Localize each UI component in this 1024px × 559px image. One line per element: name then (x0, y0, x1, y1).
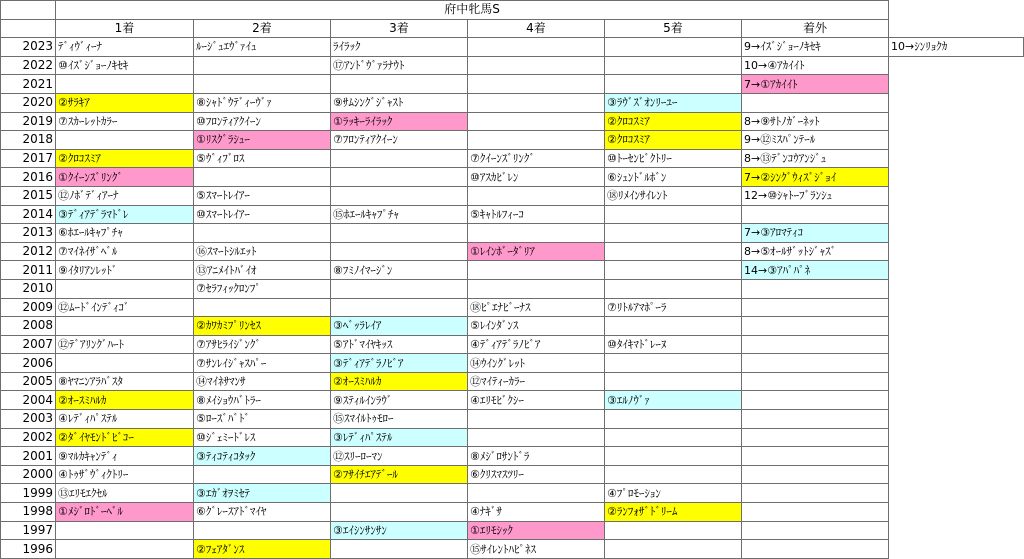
empty-spacer-cell (889, 242, 1024, 261)
empty-spacer-cell (889, 149, 1024, 168)
result-cell: ⑫ｽﾘｰﾛｰﾏﾝ (331, 447, 468, 466)
table-row (1, 372, 1024, 391)
result-cell (331, 540, 468, 559)
empty-spacer-cell (889, 75, 1024, 94)
result-cell: ⑩ｱｽｶﾋﾞﾚﾝ (468, 168, 605, 187)
header-row (1, 19, 1024, 38)
result-cell: ﾃﾞｨｳﾞｨｰﾅ (56, 38, 194, 57)
result-cell: ⑭ｳｲﾝｸﾞﾚｯﾄ (468, 354, 605, 373)
empty-spacer-cell (889, 428, 1024, 447)
table-row (1, 186, 1024, 205)
result-cell: ①ｸｲｰﾝｽﾞﾘﾝｸﾞ (56, 168, 194, 187)
result-cell: ⑮ｽﾏｲﾙﾄｩﾓﾛｰ (331, 410, 468, 429)
header-year-cell (1, 19, 56, 38)
result-cell (331, 186, 468, 205)
result-cell (742, 503, 889, 522)
result-cell: ②ｵｰｽﾐﾊﾙｶ (56, 391, 194, 410)
result-cell: ⑥ｼｭﾝﾄﾞﾙﾎﾞﾝ (605, 168, 742, 187)
result-cell (742, 484, 889, 503)
result-cell: ①ｴﾘﾓｼｯｸ (468, 521, 605, 540)
result-cell: ②ｻﾗｷｱ (56, 93, 194, 112)
result-cell: ②ｶﾜｶﾐﾌﾟﾘﾝｾｽ (194, 317, 331, 336)
empty-spacer-cell (889, 484, 1024, 503)
result-cell: 12→⑩ｼｬﾄｰﾌﾞﾗﾝｼｭ (742, 186, 889, 205)
result-cell: ⑤ﾚｲﾝﾀﾞﾝｽ (468, 317, 605, 336)
result-cell (194, 168, 331, 187)
result-cell (331, 298, 468, 317)
empty-spacer-cell (889, 335, 1024, 354)
year-cell: 2020 (1, 93, 56, 112)
result-cell (605, 205, 742, 224)
result-cell: ⑩ﾌﾛﾝﾃｨｱｸｲｰﾝ (194, 112, 331, 131)
result-cell: ⑫ﾃﾞｱﾘﾝｸﾞﾊｰﾄ (56, 335, 194, 354)
result-cell (194, 75, 331, 94)
empty-spacer-cell (889, 503, 1024, 522)
result-cell (468, 56, 605, 75)
empty-spacer-cell (889, 465, 1024, 484)
result-cell: ⑱ﾋﾟｴﾅﾋﾞｰﾅｽ (468, 298, 605, 317)
result-cell (56, 521, 194, 540)
result-cell: ⑦ｽｶｰﾚｯﾄｶﾗｰ (56, 112, 194, 131)
result-cell (194, 224, 331, 243)
result-cell: ②ﾌｪｱﾀﾞﾝｽ (194, 540, 331, 559)
year-cell: 2013 (1, 224, 56, 243)
result-cell (468, 428, 605, 447)
result-cell: ②ｸﾛｺｽﾐｱ (605, 131, 742, 150)
empty-spacer-cell (889, 93, 1024, 112)
result-cell (742, 335, 889, 354)
empty-spacer-cell (889, 391, 1024, 410)
result-cell (742, 298, 889, 317)
result-cell (605, 447, 742, 466)
header-out-of-place: 着外 (742, 19, 889, 38)
result-cell: ⑦ﾌﾛﾝﾃｨｱｸｲｰﾝ (331, 131, 468, 150)
result-cell: ⑨ﾏﾙｶｷｬﾝﾃﾞｨ (56, 447, 194, 466)
result-cell: ⑦ｸｲｰﾝｽﾞﾘﾝｸﾞ (468, 149, 605, 168)
year-cell: 2003 (1, 410, 56, 429)
result-cell: ⑰ｱﾝﾄﾞｳﾞｧﾗﾅｳﾄ (331, 56, 468, 75)
year-cell: 2018 (1, 131, 56, 150)
year-cell: 2012 (1, 242, 56, 261)
result-cell (331, 224, 468, 243)
empty-spacer-cell (889, 186, 1024, 205)
result-cell (742, 410, 889, 429)
table-row (1, 261, 1024, 280)
result-cell: ②ｸﾛｺｽﾐｱ (56, 149, 194, 168)
result-cell: ④ﾌﾟﾛﾓｰｼｮﾝ (605, 484, 742, 503)
result-cell (468, 131, 605, 150)
result-cell (742, 465, 889, 484)
result-cell: ②ﾗﾝﾌｫｻﾞﾄﾞﾘｰﾑ (605, 503, 742, 522)
empty-spacer-cell (889, 317, 1024, 336)
result-cell (468, 186, 605, 205)
result-cell: ④ﾃﾞｨｱﾃﾞﾗﾉﾋﾞｱ (468, 335, 605, 354)
table-row (1, 447, 1024, 466)
result-cell: ③ｴｲｼﾝｻﾝｻﾝ (331, 521, 468, 540)
result-cell (742, 447, 889, 466)
result-cell: ⑧ﾔﾏﾆﾝｱﾗﾊﾞｽﾀ (56, 372, 194, 391)
result-cell (605, 279, 742, 298)
result-cell: ﾙｰｼﾞｭｴｳﾞｧｲｭ (194, 38, 331, 57)
result-cell: 8→⑬ﾃﾞﾝｺｳｱﾝｼﾞｭ (742, 149, 889, 168)
result-cell: ⑩ｽﾏｰﾄﾚｲｱｰ (194, 205, 331, 224)
result-cell: ⑬ｴﾘﾓｴｸｾﾙ (56, 484, 194, 503)
result-cell (742, 317, 889, 336)
result-cell: ⑮ﾎｴｰﾙｷｬﾌﾟﾁｬ (331, 205, 468, 224)
result-cell (605, 465, 742, 484)
result-cell: ③ﾃｨｺﾃｨｺﾀｯｸ (194, 447, 331, 466)
table-row (1, 205, 1024, 224)
year-cell: 2005 (1, 372, 56, 391)
year-cell: 2014 (1, 205, 56, 224)
result-cell: ⑮ｻｲﾚﾝﾄﾊﾋﾟﾈｽ (468, 540, 605, 559)
result-cell (56, 75, 194, 94)
result-cell (742, 521, 889, 540)
result-cell: ④ﾚﾃﾞｨﾊﾟｽﾃﾙ (56, 410, 194, 429)
result-cell: ①ﾚｲﾝﾎﾞｰﾀﾞﾘｱ (468, 242, 605, 261)
table-row (1, 93, 1024, 112)
title-spacer (889, 1, 1024, 20)
result-cell (468, 410, 605, 429)
table-row (1, 317, 1024, 336)
result-cell: ⑥ｸﾘｽﾏｽﾂﾘｰ (468, 465, 605, 484)
result-cell (742, 540, 889, 559)
year-cell: 2017 (1, 149, 56, 168)
result-cell: ﾗｲﾗｯｸ (331, 38, 468, 57)
result-cell: ⑤ｱﾄﾞﾏｲﾔｷｯｽ (331, 335, 468, 354)
year-cell: 2019 (1, 112, 56, 131)
result-cell (56, 131, 194, 150)
result-cell: ②ｵｰｽﾐﾊﾙｶ (331, 372, 468, 391)
year-cell: 2010 (1, 279, 56, 298)
result-cell: ③ﾃﾞｨｱﾃﾞﾗﾏﾄﾞﾚ (56, 205, 194, 224)
result-cell (742, 93, 889, 112)
result-cell: ⑧ﾌﾐﾉｲﾏｰｼﾞﾝ (331, 261, 468, 280)
header-2nd: 2着 (194, 19, 331, 38)
result-cell: ②ﾌｻｲﾁｴｱﾃﾞｰﾙ (331, 465, 468, 484)
empty-spacer-cell (889, 224, 1024, 243)
result-cell (331, 279, 468, 298)
table-row (1, 242, 1024, 261)
result-cell (468, 261, 605, 280)
result-cell: ③ﾃﾞｨｱﾃﾞﾗﾉﾋﾞｱ (331, 354, 468, 373)
result-cell (605, 372, 742, 391)
result-cell: ⑤ｷｬﾄﾙﾌｨｰｺ (468, 205, 605, 224)
result-cell: ②ﾀﾞｲﾔﾓﾝﾄﾞﾋﾞｺｰ (56, 428, 194, 447)
result-cell: ⑥ｸﾞﾚｰｽｱﾄﾞﾏｲﾔ (194, 503, 331, 522)
result-cell: 8→⑤ｵｰﾙｻﾞｯﾄｼﾞｬｽﾞ (742, 242, 889, 261)
result-cell: ③ｴﾙﾉｳﾞｧ (605, 391, 742, 410)
empty-spacer-cell (889, 540, 1024, 559)
table-row (1, 75, 1024, 94)
result-cell: ⑫ﾉﾎﾞﾃﾞｨｱｰﾅ (56, 186, 194, 205)
result-cell: ⑦ｾﾗﾌｨｯｸﾛﾝﾌﾟ (194, 279, 331, 298)
result-cell (605, 261, 742, 280)
table-row (1, 335, 1024, 354)
result-cell (605, 540, 742, 559)
result-cell (742, 279, 889, 298)
empty-spacer-cell (889, 279, 1024, 298)
year-cell: 2023 (1, 38, 56, 57)
result-cell: 7→③ｱﾛﾏﾃｨｺ (742, 224, 889, 243)
result-cell (194, 521, 331, 540)
table-row (1, 131, 1024, 150)
empty-spacer-cell (889, 112, 1024, 131)
table-row (1, 298, 1024, 317)
result-cell (605, 224, 742, 243)
result-cell: ⑤ｳﾞｨﾌﾞﾛｽ (194, 149, 331, 168)
empty-spacer-cell (889, 261, 1024, 280)
result-cell: ③ﾍﾞｯﾗﾚｲｱ (331, 317, 468, 336)
result-cell: ⑦ﾘﾄﾙｱﾏﾎﾟｰﾗ (605, 298, 742, 317)
result-cell (742, 354, 889, 373)
result-cell (742, 372, 889, 391)
result-cell (331, 149, 468, 168)
result-cell (468, 224, 605, 243)
result-cell: ⑱ﾘﾒｲﾝｻｲﾚﾝﾄ (605, 186, 742, 205)
table-title: 府中牝馬S (56, 1, 889, 20)
result-cell: ①ﾒｼﾞﾛﾄﾞｰﾍﾞﾙ (56, 503, 194, 522)
result-cell: ②ｸﾛｺｽﾐｱ (605, 112, 742, 131)
result-cell: ⑧ｼｬﾄﾞｳﾃﾞｨｰｳﾞｧ (194, 93, 331, 112)
table-row (1, 503, 1024, 522)
empty-spacer-cell (889, 447, 1024, 466)
header-1st: 1着 (56, 19, 194, 38)
result-cell (468, 38, 605, 57)
table-row (1, 521, 1024, 540)
result-cell (742, 391, 889, 410)
result-cell: ③ﾚﾃﾞｨﾊﾟｽﾃﾙ (331, 428, 468, 447)
result-cell: ⑦ﾏｲﾈｲｻﾞﾍﾞﾙ (56, 242, 194, 261)
result-cell (742, 205, 889, 224)
result-cell (742, 428, 889, 447)
result-cell: ⑦ｻﾝﾚｲｼﾞｬｽﾊﾟｰ (194, 354, 331, 373)
result-cell: ⑤ﾛｰｽﾞﾊﾞﾄﾞ (194, 410, 331, 429)
result-cell (468, 93, 605, 112)
result-cell (194, 56, 331, 75)
table-row (1, 279, 1024, 298)
result-cell (56, 317, 194, 336)
empty-spacer-cell (889, 372, 1024, 391)
extra-out-of-place-cell: 10→ｼﾝﾘｮｸｶ (889, 38, 1024, 57)
empty-spacer-cell (889, 131, 1024, 150)
empty-spacer-cell (889, 521, 1024, 540)
result-cell: ⑦ｱｻﾋﾗｲｼﾞﾝｸﾞ (194, 335, 331, 354)
year-cell: 2004 (1, 391, 56, 410)
result-cell (56, 540, 194, 559)
header-3rd: 3着 (331, 19, 468, 38)
table-row (1, 391, 1024, 410)
result-cell (605, 317, 742, 336)
year-cell: 2007 (1, 335, 56, 354)
result-cell: ⑫ﾑｰﾄﾞｲﾝﾃﾞｨｺﾞ (56, 298, 194, 317)
header-5th: 5着 (605, 19, 742, 38)
table-row (1, 540, 1024, 559)
table-row (1, 410, 1024, 429)
table-row (1, 56, 1024, 75)
result-cell: ③ﾗｳﾞｽﾞｵﾝﾘｰﾕｰ (605, 93, 742, 112)
result-cell: ⑥ﾎｴｰﾙｷｬﾌﾟﾁｬ (56, 224, 194, 243)
year-cell: 2015 (1, 186, 56, 205)
result-cell: ⑧ﾒｲｼｮｳﾊﾞﾄﾗｰ (194, 391, 331, 410)
result-cell: ⑧ﾒｼﾞﾛｻﾝﾄﾞﾗ (468, 447, 605, 466)
result-cell: ①ﾗｯｷｰﾗｲﾗｯｸ (331, 112, 468, 131)
result-cell (56, 279, 194, 298)
header-spacer (889, 19, 1024, 38)
result-cell: ⑨ｻﾑｼﾝｸﾞｼﾞｬｽﾄ (331, 93, 468, 112)
result-cell: ⑯ｽﾏｰﾄｼﾙｴｯﾄ (194, 242, 331, 261)
result-cell (605, 428, 742, 447)
title-corner-cell (1, 1, 56, 20)
result-cell: ④ｴﾘﾓﾋﾞｸｼｰ (468, 391, 605, 410)
result-cell: ⑨ｽﾃｨﾙｲﾝﾗｳﾞ (331, 391, 468, 410)
result-cell (331, 75, 468, 94)
year-cell: 1996 (1, 540, 56, 559)
table-row (1, 465, 1024, 484)
empty-spacer-cell (889, 205, 1024, 224)
header-4th: 4着 (468, 19, 605, 38)
result-cell: 9→⑫ﾐｽﾊﾟﾝﾃｰﾙ (742, 131, 889, 150)
result-cell (605, 56, 742, 75)
year-cell: 1998 (1, 503, 56, 522)
result-cell: 14→③ｱﾊﾟﾊﾟﾈ (742, 261, 889, 280)
result-cell (56, 354, 194, 373)
result-cell: 7→②ｼﾝｸﾞｳｨｽﾞｼﾞｮｲ (742, 168, 889, 187)
year-cell: 2008 (1, 317, 56, 336)
year-cell: 2011 (1, 261, 56, 280)
result-cell: ⑭ﾏｲﾈｻﾏﾝｻ (194, 372, 331, 391)
result-cell: 10→④ｱｶｲｲﾄ (742, 56, 889, 75)
empty-spacer-cell (889, 354, 1024, 373)
empty-spacer-cell (889, 168, 1024, 187)
result-cell (468, 279, 605, 298)
empty-spacer-cell (889, 298, 1024, 317)
table-row (1, 112, 1024, 131)
result-cell: ④ﾅｷﾞｻ (468, 503, 605, 522)
year-cell: 2000 (1, 465, 56, 484)
result-cell (194, 298, 331, 317)
table-row (1, 168, 1024, 187)
empty-spacer-cell (889, 56, 1024, 75)
result-cell: ⑬ｱﾆﾒｲﾄﾊﾞｲｵ (194, 261, 331, 280)
result-cell (605, 75, 742, 94)
result-cell: ④ﾄｩｻﾞｳﾞｨｸﾄﾘｰ (56, 465, 194, 484)
table-row (1, 428, 1024, 447)
result-cell (605, 410, 742, 429)
result-cell: ⑨ｲﾀﾘｱﾝﾚｯﾄﾞ (56, 261, 194, 280)
result-cell: ⑩ｼﾞｪﾐｰﾄﾞﾚｽ (194, 428, 331, 447)
result-cell (605, 38, 742, 57)
result-cell (331, 168, 468, 187)
result-cell: ⑩ﾀｲｷﾏﾄﾞﾚｰﾇ (605, 335, 742, 354)
result-cell (605, 521, 742, 540)
year-cell: 2022 (1, 56, 56, 75)
result-cell: 9→ｲｽﾞｼﾞｮｰﾉｷｾｷ (742, 38, 889, 57)
year-cell: 2009 (1, 298, 56, 317)
result-cell (468, 112, 605, 131)
result-cell (331, 503, 468, 522)
result-cell: ⑫ﾏｲﾃｨｰｶﾗｰ (468, 372, 605, 391)
result-cell: ⑩ﾄｰｾﾝﾋﾞｸﾄﾘｰ (605, 149, 742, 168)
year-cell: 2021 (1, 75, 56, 94)
result-cell: ①ﾘｽｸﾞﾗｼｭｰ (194, 131, 331, 150)
title-row (1, 1, 1024, 20)
result-cell (468, 484, 605, 503)
year-cell: 2016 (1, 168, 56, 187)
result-cell: 7→①ｱｶｲｲﾄ (742, 75, 889, 94)
result-cell (605, 242, 742, 261)
table-row (1, 38, 1024, 57)
year-cell: 2001 (1, 447, 56, 466)
result-cell: ⑩ｲｽﾞｼﾞｮｰﾉｷｾｷ (56, 56, 194, 75)
result-cell: ③ｴｶﾞｵｦﾐｾﾃ (194, 484, 331, 503)
result-cell (605, 354, 742, 373)
year-cell: 2002 (1, 428, 56, 447)
result-cell: ⑤ｽﾏｰﾄﾚｲｱｰ (194, 186, 331, 205)
table-row (1, 149, 1024, 168)
year-cell: 1999 (1, 484, 56, 503)
result-cell (331, 484, 468, 503)
result-cell (331, 242, 468, 261)
empty-spacer-cell (889, 410, 1024, 429)
result-cell (194, 465, 331, 484)
year-cell: 1997 (1, 521, 56, 540)
result-cell (468, 75, 605, 94)
table-row (1, 484, 1024, 503)
result-cell: 8→⑨ｻﾄﾉｶﾞｰﾈｯﾄ (742, 112, 889, 131)
table-row (1, 354, 1024, 373)
year-cell: 2006 (1, 354, 56, 373)
table-row (1, 224, 1024, 243)
